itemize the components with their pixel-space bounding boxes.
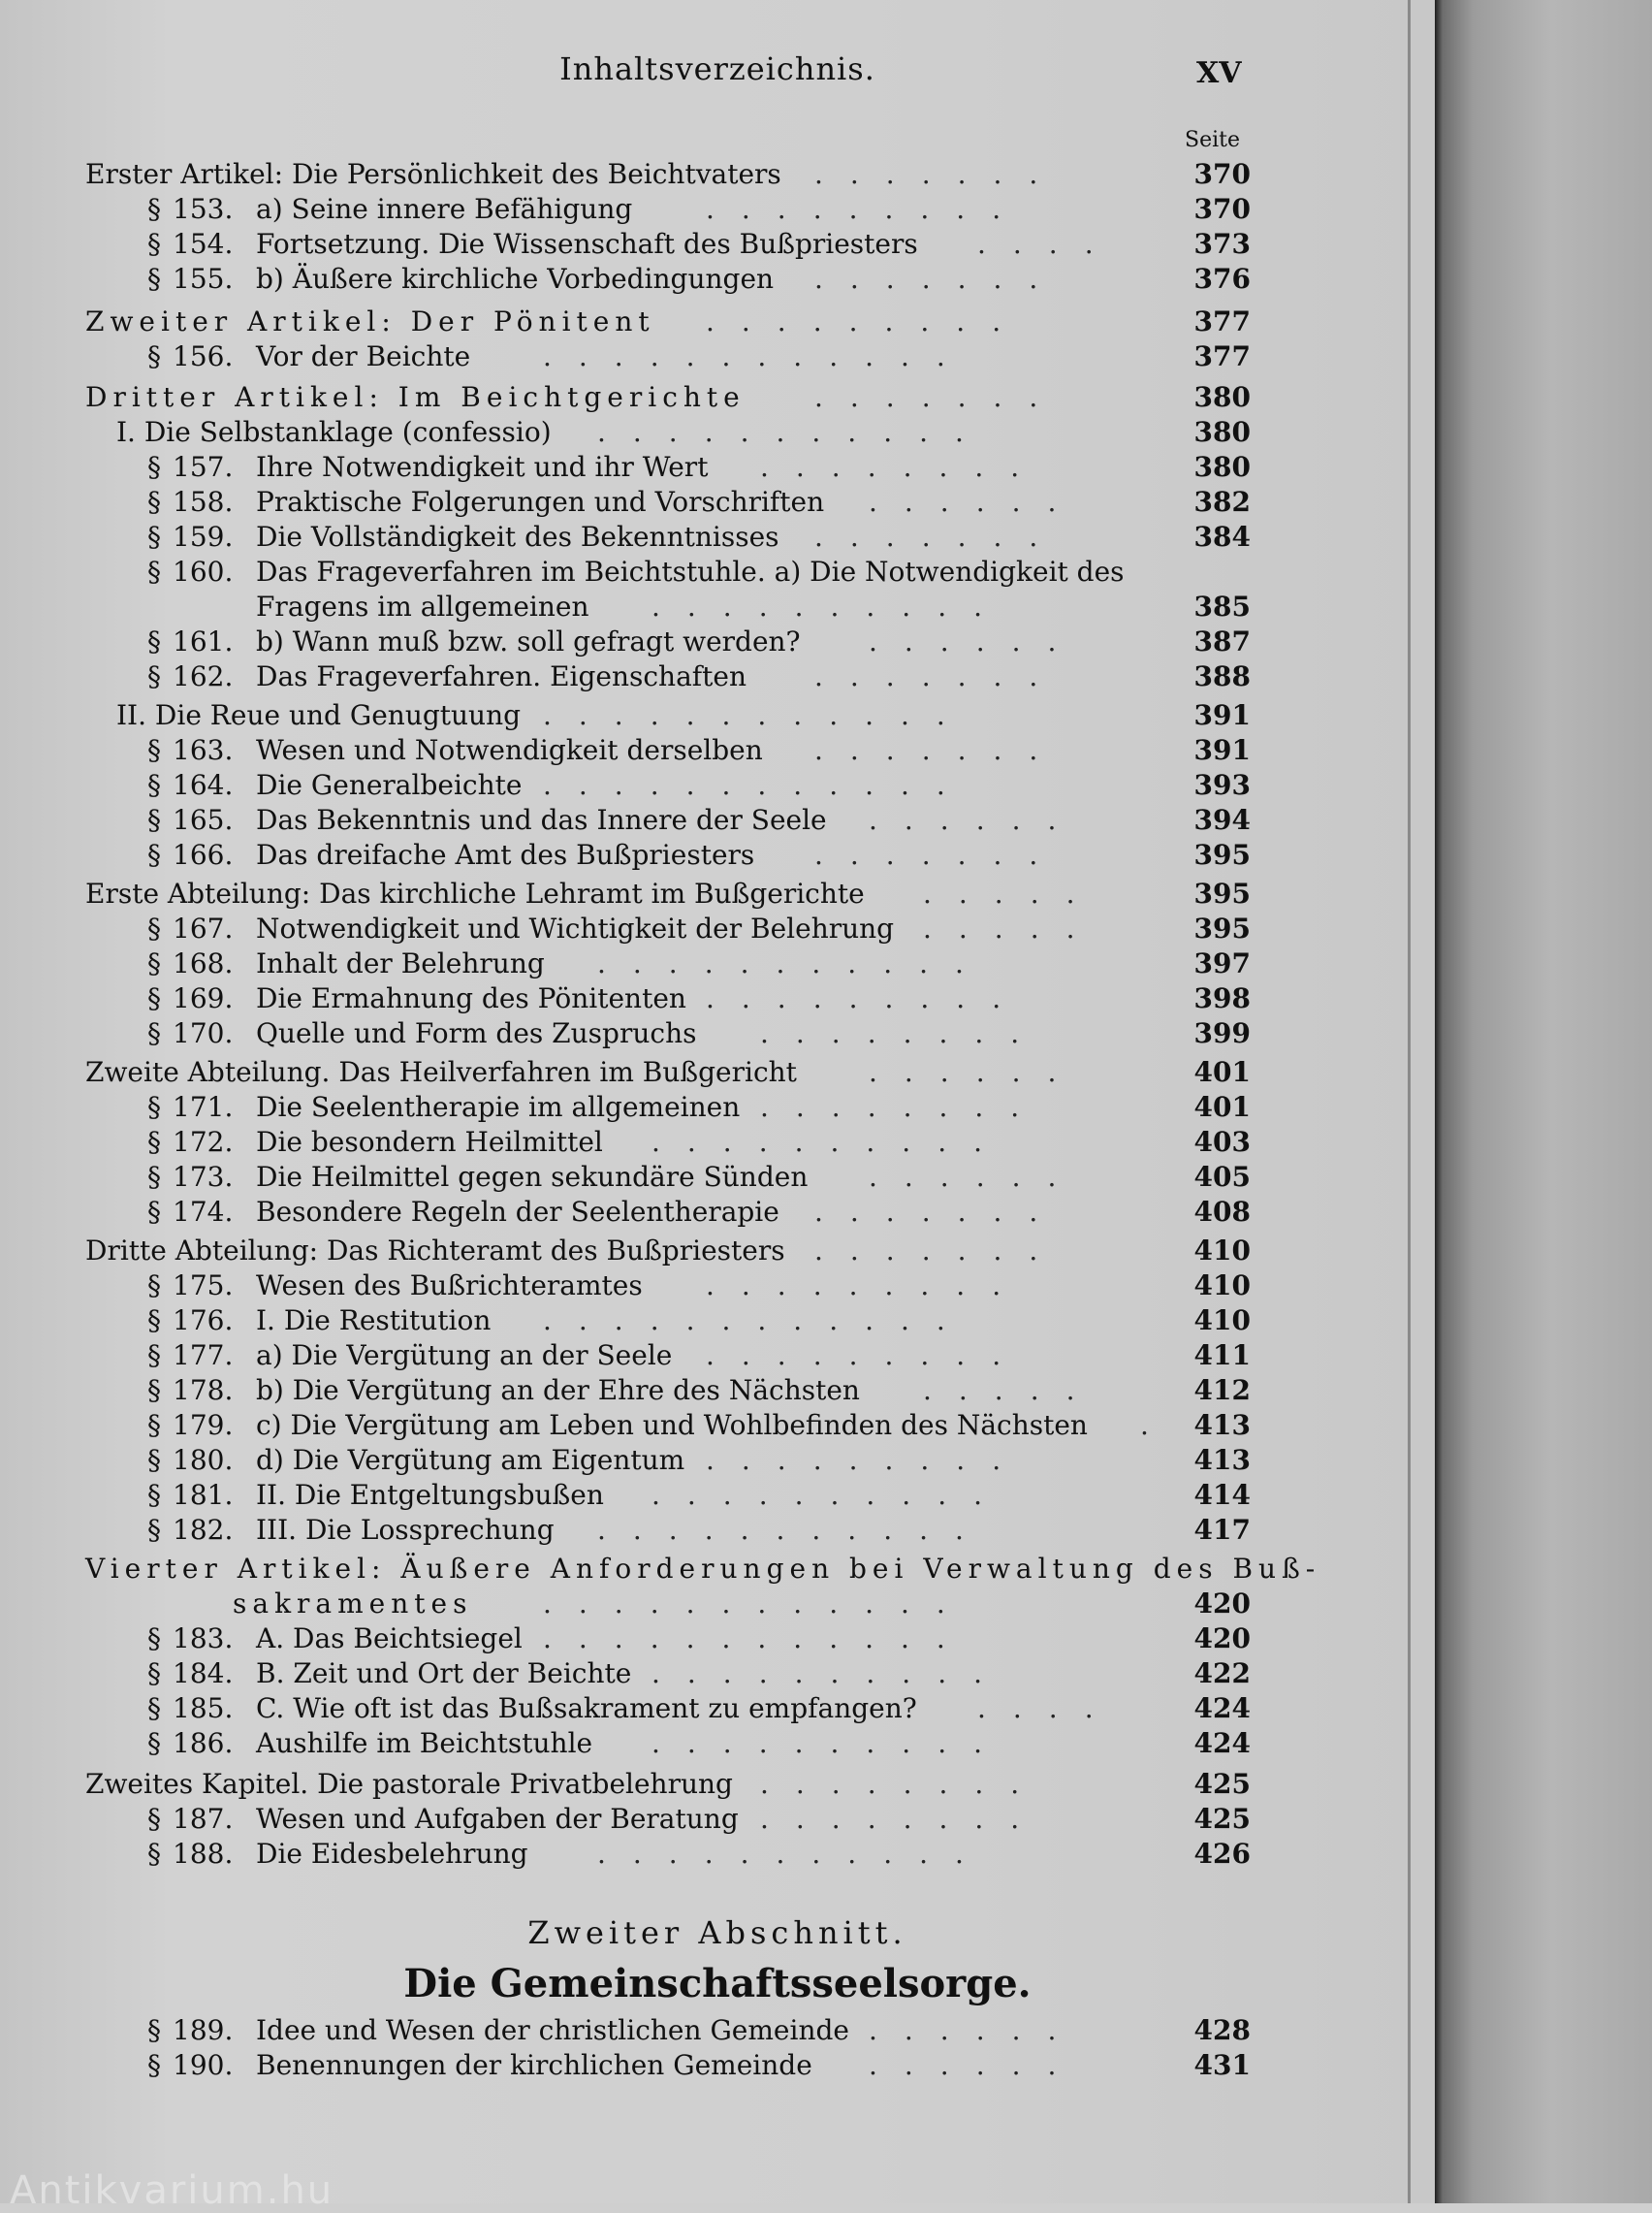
entry-title: Zweite Abteilung. Das Heilverfahren im Bußgericht (85, 1056, 797, 1088)
entry-title: a) Die Vergütung an der Seele (256, 1339, 673, 1371)
leader-dots: ......... (706, 982, 1029, 1014)
leader-dots: ...... (869, 486, 1084, 518)
section-symbol: § (147, 2014, 161, 2046)
section-symbol: § (147, 228, 161, 260)
toc-entry-paragraph (0, 1090, 1251, 1125)
paragraph-number: 180. (173, 1444, 234, 1476)
page-number-ref: 385 (1193, 591, 1251, 623)
paragraph-number: 157. (173, 451, 234, 483)
toc-entry-paragraph (0, 450, 1251, 485)
toc-entry-paragraph (0, 1478, 1251, 1513)
toc-entry-paragraph (0, 339, 1251, 374)
page-number-ref: 395 (1193, 878, 1251, 910)
paragraph-number: 167. (173, 913, 234, 945)
paragraph-number: 154. (173, 228, 234, 260)
toc-entry-section (0, 157, 1251, 192)
entry-title: b) Äußere kirchliche Vorbedingungen (256, 263, 775, 295)
toc-entry-paragraph (0, 227, 1251, 262)
paragraph-number: 170. (173, 1017, 234, 1049)
toc-entry-paragraph (0, 2013, 1251, 2048)
page-number-ref: 370 (1193, 158, 1251, 190)
section-symbol: § (147, 734, 161, 766)
entry-title: Das Frageverfahren. Eigenschaften (256, 660, 747, 692)
toc-entry-paragraph (0, 1513, 1251, 1548)
page-number-ref: 428 (1193, 2014, 1251, 2046)
part-heading: Zweiter Abschnitt. (527, 1914, 907, 1951)
toc-entry-paragraph (0, 1656, 1251, 1691)
entry-title-continuation: Fragens im allgemeinen (256, 591, 589, 623)
watermark: Antikvarium.hu (10, 2168, 334, 2213)
paragraph-number: 189. (173, 2014, 234, 2046)
paragraph-number: 172. (173, 1126, 234, 1158)
paragraph-number: 159. (173, 521, 234, 553)
entry-title: Die Heilmittel gegen sekundäre Sünden (256, 1161, 809, 1193)
page-number-ref: 393 (1193, 769, 1251, 801)
leader-dots: .......... (651, 1657, 1010, 1689)
leader-dots: ............ (543, 1622, 972, 1654)
page-number-ref: 411 (1193, 1339, 1251, 1371)
leader-dots: .... (977, 228, 1121, 260)
leader-dots: ......... (706, 305, 1029, 337)
section-symbol: § (147, 1017, 161, 1049)
toc-entry-paragraph (0, 262, 1251, 297)
page-number-ref: 395 (1193, 839, 1251, 871)
leader-dots: ..... (923, 913, 1102, 945)
section-symbol: § (147, 839, 161, 871)
page-number-ref: 420 (1193, 1622, 1251, 1654)
toc-entry-paragraph (0, 838, 1251, 873)
leader-dots: ........ (760, 1091, 1047, 1123)
leader-dots: ............ (543, 340, 972, 372)
entry-title: Ihre Notwendigkeit und ihr Wert (256, 451, 709, 483)
page-number-ref: 380 (1193, 381, 1251, 413)
page-number-ref: 422 (1193, 1657, 1251, 1689)
section-symbol: § (147, 913, 161, 945)
paragraph-number: 181. (173, 1479, 234, 1511)
toc-entry-paragraph (0, 659, 1251, 694)
page-number-ref: 399 (1193, 1017, 1251, 1049)
entry-title: Praktische Folgerungen und Vorschriften (256, 486, 825, 518)
leader-dots: ....... (814, 1196, 1065, 1228)
entry-title: Vierter Artikel: Äußere Anforderungen bei Verwaltung des Buß- (85, 1553, 1321, 1585)
entry-title: Die Seelentherapie im allgemeinen (256, 1091, 741, 1123)
toc-entry-subsection (0, 698, 1251, 733)
toc-entry-continuation (0, 590, 1251, 625)
entry-title: II. Die Reue und Genugtuung (116, 699, 522, 731)
page-number-ref: 401 (1193, 1091, 1251, 1123)
section-symbol: § (147, 486, 161, 518)
page-number-ref: 395 (1193, 913, 1251, 945)
toc-entry-section (0, 1234, 1251, 1268)
page-number-ref: 410 (1193, 1235, 1251, 1267)
toc-entry-paragraph (0, 912, 1251, 946)
section-symbol: § (147, 982, 161, 1014)
entry-title: Wesen und Notwendigkeit derselben (256, 734, 763, 766)
leader-dots: ....... (814, 839, 1065, 871)
section-symbol: § (147, 1479, 161, 1511)
page-number-ref: 431 (1193, 2049, 1251, 2081)
paragraph-number: 187. (173, 1803, 234, 1835)
paragraph-number: 179. (173, 1409, 234, 1441)
leader-dots: .......... (651, 1479, 1010, 1511)
entry-title: Das Frageverfahren im Beichtstuhle. a) Die Notwendigkeit des (256, 556, 1125, 588)
toc-entry-section (0, 1767, 1251, 1802)
entry-title: II. Die Entgeltungsbußen (256, 1479, 604, 1511)
leader-dots: ....... (814, 1235, 1065, 1267)
section-symbol: § (147, 1161, 161, 1193)
page-number-ref: 408 (1193, 1196, 1251, 1228)
entry-title: Fortsetzung. Die Wissenschaft des Bußpriesters (256, 228, 918, 260)
leader-dots: .......... (651, 591, 1010, 623)
page-number-ref: 384 (1193, 521, 1251, 553)
entry-title: Notwendigkeit und Wichtigkeit der Belehrung (256, 913, 895, 945)
entry-title: A. Das Beichtsiegel (256, 1622, 523, 1654)
entry-title: Das Bekenntnis und das Innere der Seele (256, 804, 827, 836)
toc-entry-paragraph (0, 981, 1251, 1016)
toc-entry-paragraph (0, 1373, 1251, 1408)
toc-entry-paragraph (0, 485, 1251, 520)
leader-dots: ..... (923, 1374, 1102, 1406)
section-symbol: § (147, 1514, 161, 1546)
toc-entry-paragraph (0, 1691, 1251, 1726)
entry-title: Besondere Regeln der Seelentherapie (256, 1196, 779, 1228)
page-number-ref: 424 (1193, 1727, 1251, 1759)
part-title: Die Gemeinschaftsseelsorge. (403, 1961, 1032, 2006)
entry-title: b) Wann muß bzw. soll gefragt werden? (256, 625, 801, 657)
paragraph-number: 158. (173, 486, 234, 518)
toc-entry-section (0, 877, 1251, 912)
paragraph-number: 184. (173, 1657, 234, 1689)
leader-dots: .... (977, 1692, 1121, 1724)
page-number-ref: 380 (1193, 451, 1251, 483)
entry-title: Quelle und Form des Zuspruchs (256, 1017, 697, 1049)
leader-dots: .......... (651, 1126, 1010, 1158)
paragraph-number: 190. (173, 2049, 234, 2081)
paragraph-number: 165. (173, 804, 234, 836)
leader-dots: .......... (651, 1727, 1010, 1759)
entry-title-continuation: sakramentes (233, 1588, 473, 1620)
toc-entry-subsection (0, 415, 1251, 450)
toc-entry-paragraph (0, 946, 1251, 981)
section-symbol: § (147, 1444, 161, 1476)
section-symbol: § (147, 193, 161, 225)
book-spine (1435, 0, 1652, 2203)
entry-title: Die Ermahnung des Pönitenten (256, 982, 686, 1014)
toc-entry-paragraph (0, 1408, 1251, 1443)
leader-dots: ............ (543, 1304, 972, 1336)
entry-title: Zweites Kapitel. Die pastorale Privatbelehrung (85, 1768, 733, 1800)
toc-entry-section (0, 1055, 1251, 1090)
entry-title: Die besondern Heilmittel (256, 1126, 603, 1158)
leader-dots: ............ (543, 699, 972, 731)
section-symbol: § (147, 625, 161, 657)
paragraph-number: 156. (173, 340, 234, 372)
entry-title: Aushilfe im Beichtstuhle (256, 1727, 593, 1759)
toc-entry-paragraph (0, 1125, 1251, 1160)
page-number-ref: 424 (1193, 1692, 1251, 1724)
leader-dots: ........ (760, 1017, 1047, 1049)
paragraph-number: 176. (173, 1304, 234, 1336)
page-number-ref: 391 (1193, 734, 1251, 766)
leader-dots: ....... (814, 521, 1065, 553)
page-number-ref: 376 (1193, 263, 1251, 295)
toc-entry-paragraph (0, 803, 1251, 838)
section-symbol: § (147, 1196, 161, 1228)
section-symbol: § (147, 1091, 161, 1123)
entry-title: b) Die Vergütung an der Ehre des Nächsten (256, 1374, 860, 1406)
page-number-ref: 373 (1193, 228, 1251, 260)
section-symbol: § (147, 1803, 161, 1835)
page-number-ref: 370 (1193, 193, 1251, 225)
leader-dots: ........ (760, 451, 1047, 483)
section-symbol: § (147, 1409, 161, 1441)
section-symbol: § (147, 660, 161, 692)
leader-dots: ........... (597, 947, 991, 979)
leader-dots: ....... (814, 158, 1065, 190)
entry-title: Die Eidesbelehrung (256, 1838, 528, 1870)
toc-entry-paragraph (0, 733, 1251, 768)
entry-title: I. Die Selbstanklage (confessio) (116, 416, 552, 448)
section-symbol: § (147, 451, 161, 483)
entry-title: Wesen des Bußrichteramtes (256, 1269, 643, 1301)
paragraph-number: 174. (173, 1196, 234, 1228)
page-number-ref: 414 (1193, 1479, 1251, 1511)
leader-dots: ........... (597, 416, 991, 448)
leader-dots: ............ (543, 1588, 972, 1620)
toc-entry-paragraph (0, 1268, 1251, 1303)
entry-title: d) Die Vergütung am Eigentum (256, 1444, 685, 1476)
toc-entry-paragraph (0, 192, 1251, 227)
leader-dots: ...... (869, 1161, 1084, 1193)
toc-entry-continuation (0, 1587, 1251, 1621)
page-number-ref: 410 (1193, 1304, 1251, 1336)
section-symbol: § (147, 1727, 161, 1759)
paragraph-number: 178. (173, 1374, 234, 1406)
paragraph-number: 171. (173, 1091, 234, 1123)
leader-dots: ......... (706, 1444, 1029, 1476)
entry-title: Erster Artikel: Die Persönlichkeit des Beichtvaters (85, 158, 781, 190)
page-number-ref: 394 (1193, 804, 1251, 836)
entry-title: a) Seine innere Befähigung (256, 193, 633, 225)
toc-entry-paragraph (0, 2048, 1251, 2083)
page-number-ref: 377 (1193, 340, 1251, 372)
page-number-ref: 382 (1193, 486, 1251, 518)
toc-entry-paragraph (0, 555, 1251, 590)
leader-dots: ....... (814, 263, 1065, 295)
page-number-ref: 388 (1193, 660, 1251, 692)
entry-title: Das dreifache Amt des Bußpriesters (256, 839, 755, 871)
page-number-ref: 380 (1193, 416, 1251, 448)
entry-title: Vor der Beichte (256, 340, 471, 372)
section-symbol: § (147, 1304, 161, 1336)
leader-dots: ......... (706, 193, 1029, 225)
entry-title: Wesen und Aufgaben der Beratung (256, 1803, 739, 1835)
toc-entry-paragraph (0, 520, 1251, 555)
leader-dots: ........ (760, 1803, 1047, 1835)
toc-entry-section (0, 380, 1251, 415)
toc-entry-paragraph (0, 1802, 1251, 1837)
toc-entry-paragraph (0, 1303, 1251, 1338)
toc-entry-paragraph (0, 1621, 1251, 1656)
toc-entry-paragraph (0, 1016, 1251, 1051)
section-symbol: § (147, 521, 161, 553)
section-symbol: § (147, 2049, 161, 2081)
page-number-ref: 387 (1193, 625, 1251, 657)
paragraph-number: 183. (173, 1622, 234, 1654)
section-symbol: § (147, 1657, 161, 1689)
page-number-ref: 412 (1193, 1374, 1251, 1406)
leader-dots: ...... (869, 804, 1084, 836)
toc-entry-section (0, 1552, 1321, 1587)
paragraph-number: 185. (173, 1692, 234, 1724)
paragraph-number: 186. (173, 1727, 234, 1759)
paragraph-number: 153. (173, 193, 234, 225)
page-number-ref: 425 (1193, 1803, 1251, 1835)
paragraph-number: 182. (173, 1514, 234, 1546)
page-number-ref: 413 (1193, 1409, 1251, 1441)
page-number-ref: 410 (1193, 1269, 1251, 1301)
toc-entry-paragraph (0, 1160, 1251, 1195)
section-symbol: § (147, 947, 161, 979)
page-edge (1408, 0, 1411, 2203)
paragraph-number: 162. (173, 660, 234, 692)
section-symbol: § (147, 769, 161, 801)
leader-dots: ....... (814, 381, 1065, 413)
entry-title: Dritte Abteilung: Das Richteramt des Bußpriesters (85, 1235, 785, 1267)
entry-title: I. Die Restitution (256, 1304, 492, 1336)
entry-title: Zweiter Artikel: Der Pönitent (85, 305, 655, 337)
entry-title: Benennungen der kirchlichen Gemeinde (256, 2049, 812, 2081)
running-header-title: Inhaltsverzeichnis. (559, 50, 875, 87)
entry-title: III. Die Lossprechung (256, 1514, 555, 1546)
leader-dots: ......... (706, 1339, 1029, 1371)
toc-entry-paragraph (0, 1443, 1251, 1478)
toc-entry-paragraph (0, 768, 1251, 803)
page-number-ref: 391 (1193, 699, 1251, 731)
page-number-ref: 413 (1193, 1444, 1251, 1476)
paragraph-number: 168. (173, 947, 234, 979)
leader-dots: ..... (923, 878, 1102, 910)
leader-dots: ....... (814, 734, 1065, 766)
entry-title: Idee und Wesen der christlichen Gemeinde (256, 2014, 849, 2046)
page-number-ref: 426 (1193, 1838, 1251, 1870)
section-symbol: § (147, 263, 161, 295)
entry-title: c) Die Vergütung am Leben und Wohlbefinden des Nächsten (256, 1409, 1088, 1441)
paragraph-number: 169. (173, 982, 234, 1014)
section-symbol: § (147, 1339, 161, 1371)
toc-entry-paragraph (0, 625, 1251, 659)
leader-dots: ...... (869, 625, 1084, 657)
page-number-ref: 420 (1193, 1588, 1251, 1620)
entry-title: Dritter Artikel: Im Beichtgerichte (85, 381, 746, 413)
paragraph-number: 163. (173, 734, 234, 766)
entry-title: Die Vollständigkeit des Bekenntnisses (256, 521, 779, 553)
paragraph-number: 175. (173, 1269, 234, 1301)
leader-dots: . (1140, 1409, 1176, 1441)
leader-dots: ........ (760, 1768, 1047, 1800)
leader-dots: ............ (543, 769, 972, 801)
paragraph-number: 164. (173, 769, 234, 801)
entry-title: C. Wie oft ist das Bußsakrament zu empfangen? (256, 1692, 917, 1724)
page-number-ref: 397 (1193, 947, 1251, 979)
page-number-ref: 398 (1193, 982, 1251, 1014)
page-number-ref: 403 (1193, 1126, 1251, 1158)
page-number-ref: 377 (1193, 305, 1251, 337)
paragraph-number: 173. (173, 1161, 234, 1193)
page-number-ref: 425 (1193, 1768, 1251, 1800)
toc-entry-paragraph (0, 1338, 1251, 1373)
toc-entry-paragraph (0, 1726, 1251, 1761)
page-number-ref: 401 (1193, 1056, 1251, 1088)
toc-entry-section (0, 305, 1251, 339)
leader-dots: ........... (597, 1838, 991, 1870)
leader-dots: ......... (706, 1269, 1029, 1301)
entry-title: Erste Abteilung: Das kirchliche Lehramt im Bußgerichte (85, 878, 865, 910)
entry-title: B. Zeit und Ort der Beichte (256, 1657, 632, 1689)
leader-dots: ....... (814, 660, 1065, 692)
paragraph-number: 155. (173, 263, 234, 295)
page-column-label: Seite (1185, 128, 1240, 152)
toc-entry-paragraph (0, 1195, 1251, 1230)
leader-dots: ...... (869, 1056, 1084, 1088)
section-symbol: § (147, 1126, 161, 1158)
section-symbol: § (147, 1692, 161, 1724)
leader-dots: ...... (869, 2014, 1084, 2046)
section-symbol: § (147, 1838, 161, 1870)
page-number: XV (1196, 56, 1242, 90)
page-number-ref: 417 (1193, 1514, 1251, 1546)
section-symbol: § (147, 1374, 161, 1406)
toc-entry-paragraph (0, 1837, 1251, 1872)
section-symbol: § (147, 1622, 161, 1654)
entry-title: Inhalt der Belehrung (256, 947, 545, 979)
paragraph-number: 160. (173, 556, 234, 588)
paragraph-number: 161. (173, 625, 234, 657)
paragraph-number: 166. (173, 839, 234, 871)
section-symbol: § (147, 804, 161, 836)
section-symbol: § (147, 1269, 161, 1301)
section-symbol: § (147, 340, 161, 372)
page-number-ref: 405 (1193, 1161, 1251, 1193)
leader-dots: ........... (597, 1514, 991, 1546)
section-symbol: § (147, 556, 161, 588)
leader-dots: ...... (869, 2049, 1084, 2081)
paragraph-number: 177. (173, 1339, 234, 1371)
entry-title: Die Generalbeichte (256, 769, 523, 801)
paragraph-number: 188. (173, 1838, 234, 1870)
